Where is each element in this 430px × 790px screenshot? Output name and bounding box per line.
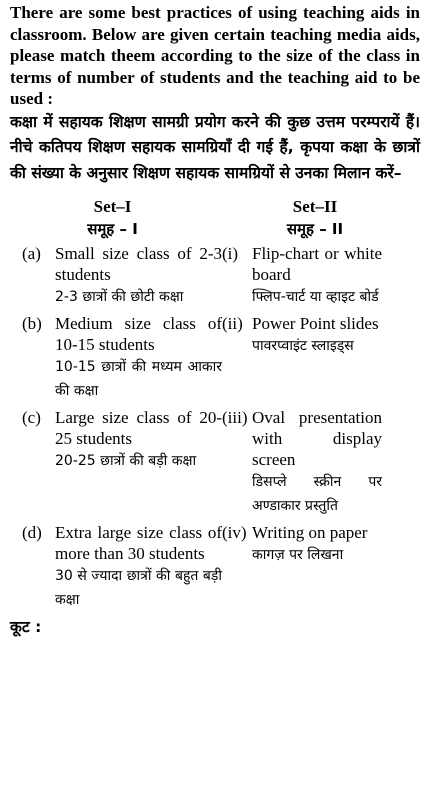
item-text [55, 243, 222, 309]
item-number: (b) [22, 314, 42, 333]
sets-header [10, 196, 420, 240]
item-hindi: 20-25 छात्रों की बड़ी कक्षा [55, 453, 197, 469]
item-english: Extra large size class of more than 30 students [55, 523, 222, 563]
set-1-item [10, 407, 222, 473]
item-text [252, 243, 382, 309]
set-2-item [222, 522, 382, 567]
item-number: (c) [22, 408, 41, 427]
set-1-title: Set–I [93, 197, 132, 216]
item-number: (a) [22, 244, 41, 263]
item-number: (iii) [222, 408, 248, 427]
item-hindi: डिसप्ले स्क्रीन पर अण्डाकार प्रस्तुति [252, 474, 382, 514]
set-1-item [10, 313, 222, 403]
set-2-item [222, 243, 382, 309]
item-english: Medium size class of 10-15 students [55, 314, 222, 354]
set-1-item [10, 243, 222, 309]
item-number: (iv) [222, 523, 247, 542]
item-hindi: 2-3 छात्रों की छोटी कक्षा [55, 289, 184, 305]
item-text [252, 522, 382, 567]
item-hindi: कागज़ पर लिखना [252, 547, 344, 563]
item-text [55, 407, 222, 473]
match-row [10, 243, 420, 309]
item-english: Small size class of 2-3 students [55, 244, 222, 284]
item-number: (i) [222, 244, 239, 263]
item-text [252, 313, 382, 358]
item-text [252, 407, 382, 518]
item-english: Oval presentation with display screen [252, 408, 382, 469]
item-english: Large size class of 20-25 students [55, 408, 222, 448]
set-2-title-hindi: समूह – II [286, 220, 344, 238]
question-english: There are some best practices of using teaching aids in classroom. Below are given certain teaching media aids, please match theem according to the size of the class in terms of number of students and the teaching aid to be used : [10, 3, 420, 108]
item-hindi: 30 से ज्यादा छात्रों की बहुत बड़ी कक्षा [55, 568, 222, 608]
item-hindi: 10-15 छात्रों की मध्यम आकार की कक्षा [55, 359, 222, 399]
set-2-item [222, 313, 382, 358]
item-number: (ii) [222, 314, 243, 333]
item-hindi: फ्लिप-चार्ट या व्हाइट बोर्ड [252, 289, 379, 305]
item-text [55, 522, 222, 612]
set-1-header [10, 196, 215, 240]
match-row [10, 407, 420, 518]
item-english: Flip-chart or white board [252, 244, 382, 284]
match-row [10, 313, 420, 403]
item-english: Power Point slides [252, 314, 379, 333]
item-english: Writing on paper [252, 523, 368, 542]
set-1-item [10, 522, 222, 612]
item-number: (d) [22, 523, 42, 542]
set-2-title: Set–II [292, 197, 338, 216]
code-label: कूट : [10, 618, 42, 636]
item-text [55, 313, 222, 403]
set-2-header [215, 196, 415, 240]
set-1-title-hindi: समूह – I [87, 220, 138, 238]
question-hindi: कक्षा में सहायक शिक्षण सामग्री प्रयोग करने की कुछ उत्तम परम्परायें हैं। नीचे कतिपय शिक्षण सहायक सामग्रियाँ दी गई हैं, कृपया कक्षा के छात्रों की संख्या के अनुसार शिक्षण सहायक सामग्रियों से उनका मिलान करें– [10, 112, 420, 182]
set-2-item [222, 407, 382, 518]
match-row [10, 522, 420, 612]
item-hindi: पावरप्वाइंट स्लाइड्स [252, 338, 354, 354]
